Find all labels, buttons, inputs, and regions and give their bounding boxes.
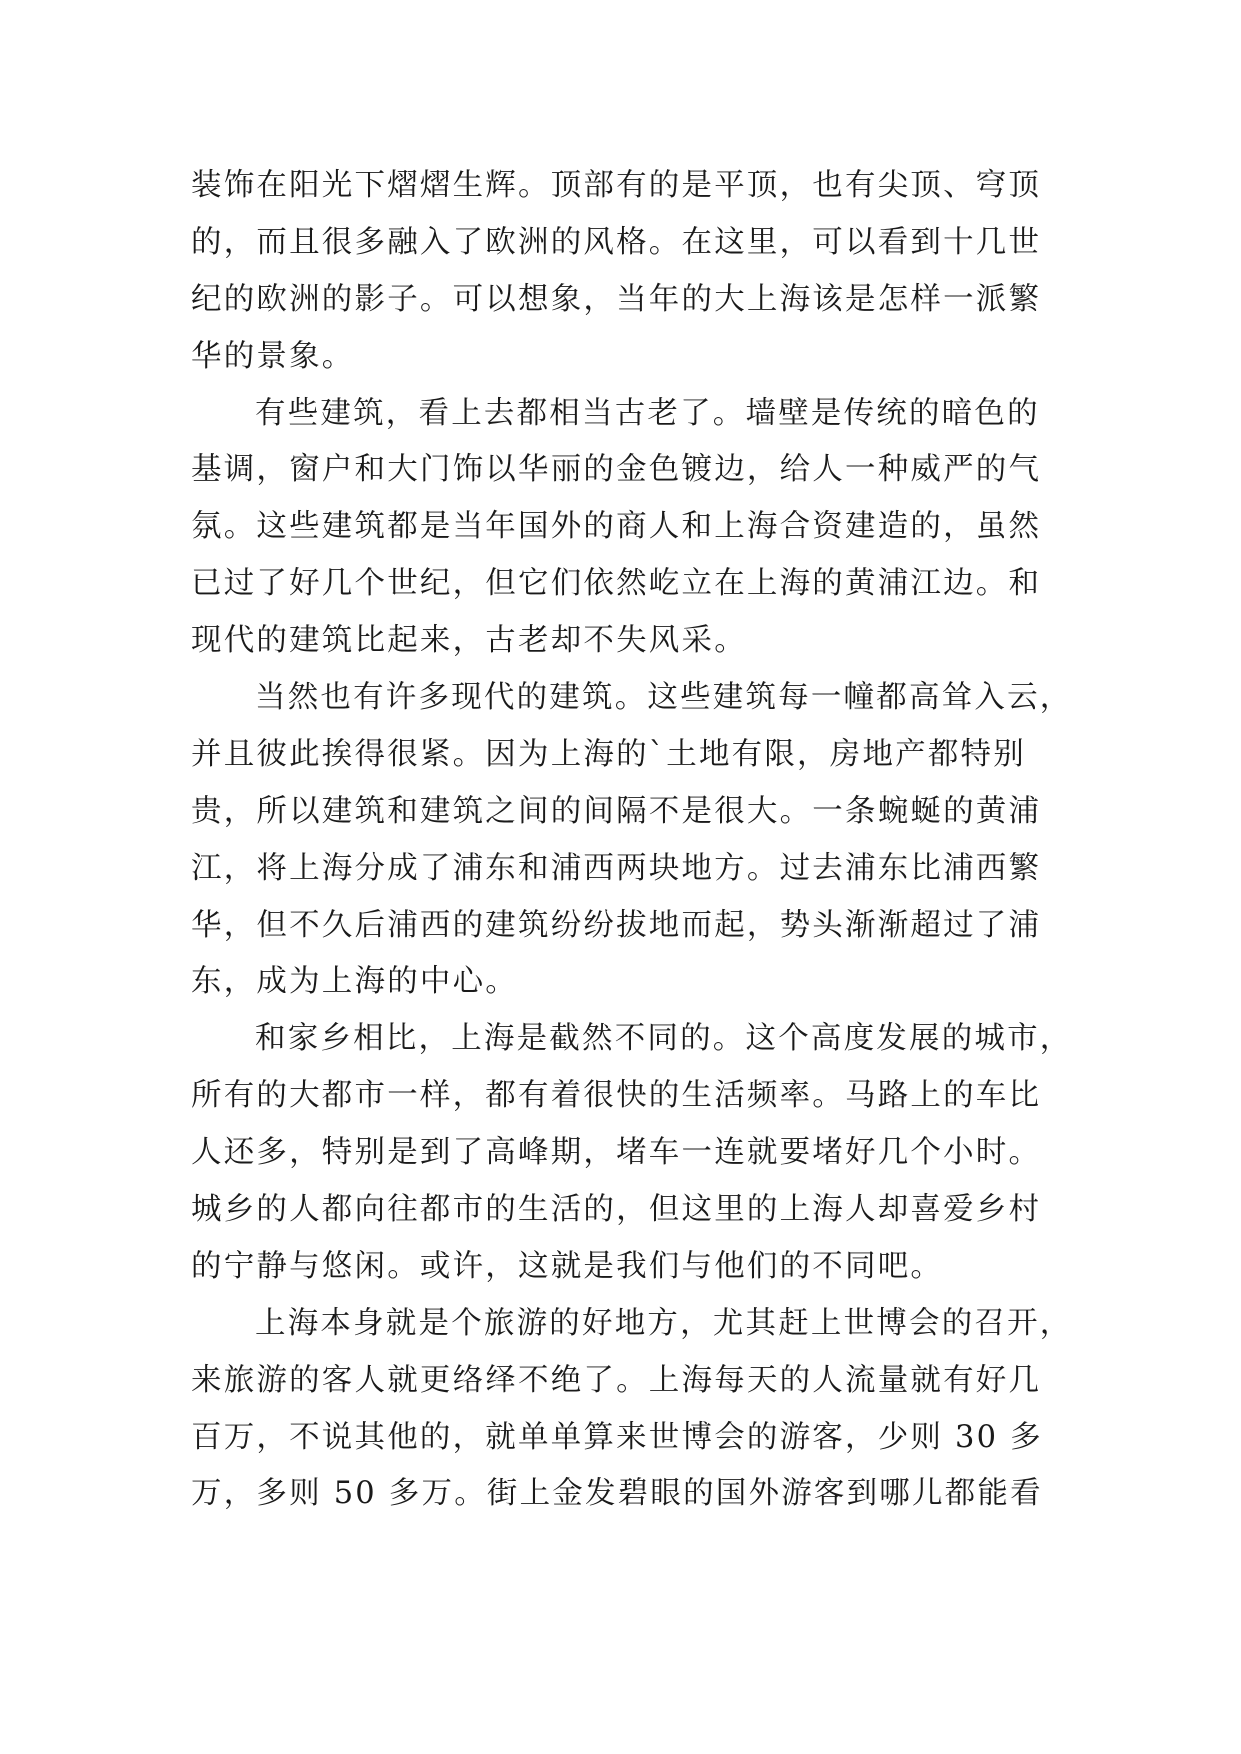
document-body — [191, 158, 1073, 1523]
text-line: 城乡的人都向往都市的生活的，但这里的上海人却喜爱乡村 — [191, 1192, 1042, 1228]
text-line: 万，多则 50 多万。街上金发碧眼的国外游客到哪儿都能看 — [191, 1476, 1043, 1512]
text-line: 并且彼此挨得很紧。因为上海的`土地有限，房地产都特别 — [191, 736, 1026, 772]
text-line: 贵，所以建筑和建筑之间的间隔不是很大。一条蜿蜒的黄浦 — [191, 793, 1042, 829]
text-line: 纪的欧洲的影子。可以想象，当年的大上海该是怎样一派繁 — [191, 281, 1042, 317]
paragraph-start-line: 当然也有许多现代的建筑。这些建筑每一幢都高耸入云， — [255, 680, 1073, 716]
text-line: 人还多，特别是到了高峰期，堵车一连就要堵好几个小时。 — [191, 1135, 1042, 1171]
text-line: 百万，不说其他的，就单单算来世博会的游客，少则 30 多 — [191, 1419, 1043, 1455]
paragraph-start-line: 上海本身就是个旅游的好地方，尤其赶上世博会的召开， — [255, 1305, 1073, 1341]
text-line: 东，成为上海的中心。 — [191, 964, 518, 1000]
paragraph-start-line: 和家乡相比，上海是截然不同的。这个高度发展的城市， — [255, 1021, 1073, 1057]
text-line: 氛。这些建筑都是当年国外的商人和上海合资建造的，虽然 — [191, 509, 1042, 545]
text-line: 华，但不久后浦西的建筑纷纷拔地而起，势头渐渐超过了浦 — [191, 907, 1042, 943]
text-line: 江，将上海分成了浦东和浦西两块地方。过去浦东比浦西繁 — [191, 850, 1042, 886]
text-line: 所有的大都市一样，都有着很快的生活频率。马路上的车比 — [191, 1078, 1042, 1114]
text-line: 的，而且很多融入了欧洲的风格。在这里，可以看到十几世 — [191, 224, 1042, 260]
text-line: 基调，窗户和大门饰以华丽的金色镀边，给人一种威严的气 — [191, 452, 1042, 488]
text-line: 装饰在阳光下熠熠生辉。顶部有的是平顶，也有尖顶、穹顶 — [191, 168, 1042, 203]
text-line: 华的景象。 — [191, 338, 355, 374]
text-line: 来旅游的客人就更络绎不绝了。上海每天的人流量就有好几 — [191, 1362, 1042, 1398]
text-line: 现代的建筑比起来，古老却不失风采。 — [191, 623, 747, 659]
text-line: 的宁静与悠闲。或许，这就是我们与他们的不同吧。 — [191, 1248, 944, 1284]
paragraph-start-line: 有些建筑，看上去都相当古老了。墙壁是传统的暗色的 — [255, 395, 1040, 431]
text-line: 已过了好几个世纪，但它们依然屹立在上海的黄浦江边。和 — [191, 566, 1042, 602]
